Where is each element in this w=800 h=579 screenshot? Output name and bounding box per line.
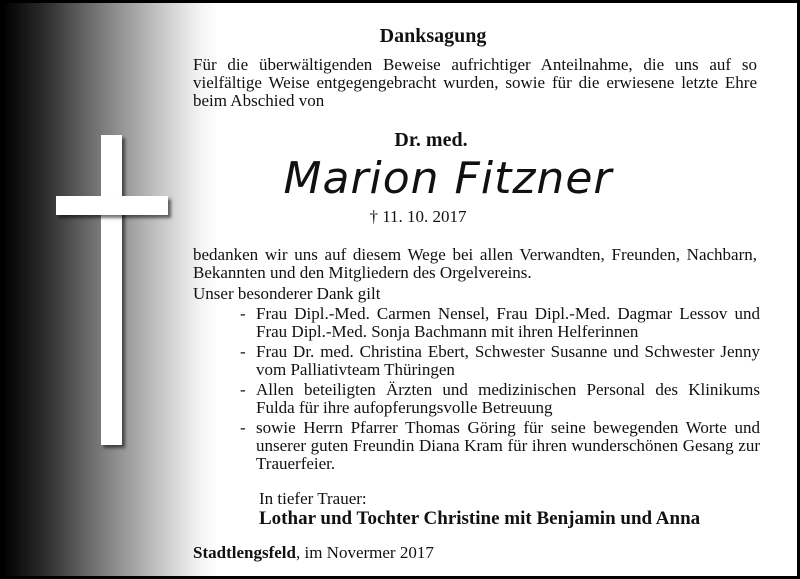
cross-horizontal-beam — [56, 196, 168, 215]
heading: Danksagung — [379, 25, 487, 47]
list-item — [240, 343, 760, 379]
list-dash: - — [240, 342, 246, 361]
family-names: Lothar und Tochter Christine mit Benjamin und Anna — [259, 508, 701, 529]
cross-vertical-beam — [101, 135, 122, 445]
deceased-name: Marion Fitzner — [283, 153, 613, 204]
list-item-text: Frau Dr. med. Christina Ebert, Schwester Susanne und Schwester Jenny vom Palliativteam Thüringen — [256, 342, 760, 379]
list-dash: - — [240, 418, 246, 437]
list-item — [240, 419, 760, 473]
list-dash: - — [240, 380, 246, 399]
list-item-text: Frau Dipl.-Med. Carmen Nensel, Frau Dipl.-Med. Dagmar Lessov und Frau Dipl.-Med. Sonja Bachmann mit ihren Helferinnen — [256, 304, 760, 341]
list-dash: - — [240, 304, 246, 323]
thanks-text: bedanken wir uns auf diesem Wege bei allen Verwandten, Freunden, Nachbarn, Bekannten und den Mitgliedern des Orgelvereins. — [193, 245, 757, 282]
list-item — [240, 305, 760, 341]
death-date: † 11. 10. 2017 — [369, 207, 467, 226]
list-item-text: sowie Herrn Pfarrer Thomas Göring für seine bewegenden Worte und unserer guten Freundin Diana Kram für ihren wunderschönen Gesang zur Trauerfeier. — [256, 418, 760, 473]
place-name: Stadtlengsfeld — [193, 543, 296, 562]
list-item — [240, 381, 760, 417]
date-text: , im Novermer 2017 — [295, 543, 434, 562]
deceased-title: Dr. med. — [394, 129, 468, 151]
list-item-text: Allen beteiligten Ärzten und medizinischen Personal des Klinikums Fulda für ihre aufopferungsvolle Betreuung — [256, 380, 760, 417]
thanks-list — [240, 305, 760, 475]
mourning-label: In tiefer Trauer: — [259, 489, 367, 508]
place-date — [193, 543, 434, 563]
special-thanks-label: Unser besonderer Dank gilt — [193, 284, 381, 303]
intro-text: Für die überwältigenden Beweise aufrichtiger Anteilnahme, die uns auf so vielfältige Weise entgegengebracht wurden, sowie für die erwiesene letzte Ehre beim Abschied von — [193, 55, 757, 110]
